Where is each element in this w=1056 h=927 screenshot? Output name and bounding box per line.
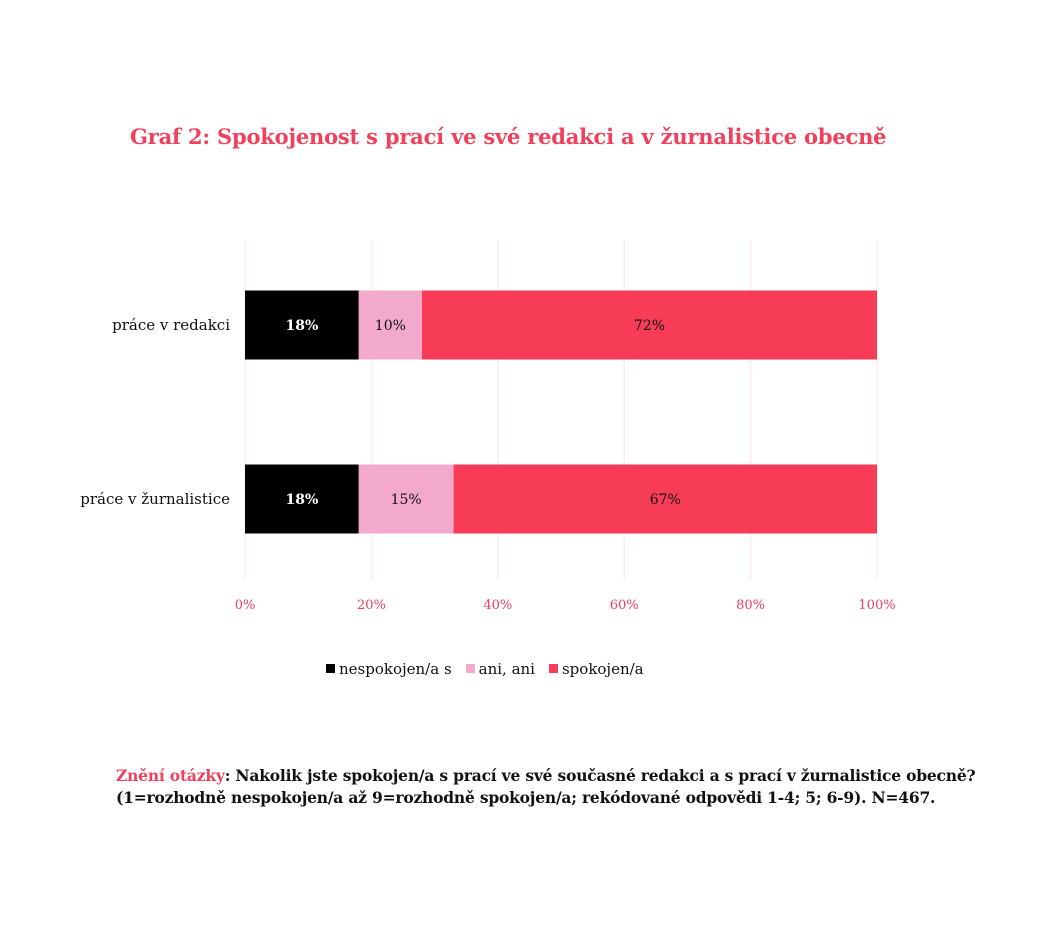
x-tick-label: 40% <box>483 598 513 613</box>
data-label: 18% <box>285 318 319 334</box>
data-label: 10% <box>374 318 406 334</box>
legend-label: spokojen/a <box>561 660 644 678</box>
data-label: 72% <box>633 318 666 334</box>
category-labels <box>80 316 230 508</box>
data-label: 67% <box>649 492 681 508</box>
question-line-2: (1=rozhodně nespokojen/a až 9=rozhodně spokojen/a; rekódované odpovědi 1-4; 5; 6-9). N=467. <box>116 788 936 807</box>
x-tick-label: 20% <box>356 598 386 613</box>
x-axis-ticks <box>235 598 896 613</box>
legend-swatch <box>549 664 558 673</box>
data-label: 18% <box>285 492 319 508</box>
question-note <box>116 765 1016 809</box>
question-text: : Nakolik jste spokojen/a s prací ve své současné redakci a s prací v žurnalistice obecně? <box>224 766 976 785</box>
legend-item <box>549 660 644 678</box>
x-tick-label: 60% <box>609 598 639 613</box>
chart-title: Graf 2: Spokojenost s prací ve své redakci a v žurnalistice obecně <box>130 124 887 149</box>
legend-swatch <box>326 664 335 673</box>
x-tick-label: 80% <box>736 598 766 613</box>
question-line-1 <box>116 765 1016 787</box>
legend-label: ani, ani <box>478 660 535 678</box>
legend-swatch <box>466 664 475 673</box>
x-tick-label: 0% <box>234 598 256 613</box>
question-label: Znění otázky <box>116 766 225 785</box>
category-label: práce v žurnalistice <box>80 490 230 508</box>
category-label: práce v redakci <box>112 316 230 334</box>
data-label: 15% <box>390 492 422 508</box>
legend-label: nespokojen/a s <box>339 660 452 678</box>
bars <box>245 291 877 534</box>
legend-item <box>326 660 452 678</box>
legend <box>326 660 658 678</box>
x-tick-label: 100% <box>858 598 896 613</box>
legend-item <box>466 660 535 678</box>
